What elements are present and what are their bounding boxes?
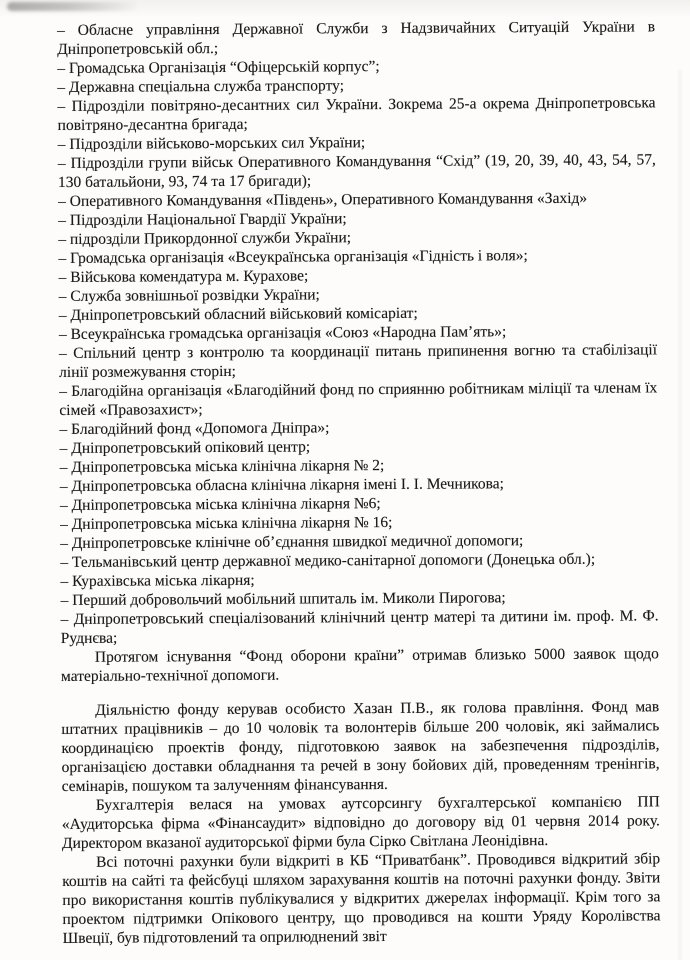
list-item: – Підрозділи Національної Гвардії України; xyxy=(58,210,347,229)
list-item: – Курахівська міська лікарня; xyxy=(60,571,255,590)
list-item: – Дніпропетровський спеціалізований клінічний центр матері та дитини ім. проф. М. Ф. Руднєва; xyxy=(60,607,659,647)
list-item: – Благодійний фонд «Допомога Дніпра»; xyxy=(59,419,330,438)
body-paragraph: Бухгалтерія велася на умовах аутсорсингу бухгалтерської компанією ПП «Аудиторська фірма «Фінансаудит» відповідно до договору від 01 червня 2014 року. Директором вказаної аудиторської фірми була Сірко Світлана Леонідівна. xyxy=(61,793,660,852)
list-item: – Державна спеціальна служба транспорту; xyxy=(57,77,345,96)
list-item: – Підрозділи військово-морських сил України; xyxy=(57,134,366,153)
list-item: – Підрозділи повітряно-десантних сил України. Зокрема 25-а окрема Дніпропетровська повітряно-десантна бригада; xyxy=(57,94,656,134)
list-item: – Оперативного Командування «Південь», Оперативного Командування «Захід» xyxy=(58,189,588,210)
list-item: – Обласне управління Державної Служби з Надзвичайних Ситуацій України в Дніпропетровській обл.; xyxy=(57,18,656,58)
list-item: – Дніпропетровська міська клінічна лікарня №6; xyxy=(59,495,381,514)
list-item: – Перший добровольчий мобільний шпиталь ім. Миколи Пирогова; xyxy=(60,589,506,609)
list-item: – Спільний центр з контролю та координації питань припинення вогню та стабілізації лінії розмежування сторін; xyxy=(58,341,658,381)
list-item: – Благодійна організація «Благодійний фонд по сприянню робітникам міліції та членам їх сімей «Правозахист»; xyxy=(59,379,658,419)
list-item: – Громадська організація «Всеукраїнська організація «Гідність і воля»; xyxy=(58,247,528,267)
list-item: – Громадська Організація “Офіцерській корпус”; xyxy=(57,58,380,77)
list-item: – Дніпропетровське клінічне об’єднання швидкої медичної допомоги; xyxy=(60,532,524,552)
list-item: – підрозділи Прикордонної служби України; xyxy=(58,229,352,248)
list-item: – Дніпропетровська міська клінічна лікарня № 2; xyxy=(59,457,385,476)
list-item: – Служба зовнішньої розвідки України; xyxy=(58,286,320,305)
closing-paragraph: Протягом існування “Фонд оборони країни” отримав близько 5000 заявок щодо матеріально-технічної допомоги. xyxy=(60,645,659,685)
list-item: – Тельманівський центр державної медико-санітарної допомоги (Донецька обл.); xyxy=(60,550,596,571)
recipients-list xyxy=(57,17,659,648)
list-item: – Підрозділи групи військ Оперативного Командування “Схід” (19, 20, 39, 40, 43, 54, 57, 130 батальйони, 93, 74 та 17 бригади); xyxy=(57,151,656,191)
body-paragraph: Діяльністю фонду керував особисто Хазан П.В., як голова правління. Фонд мав штатних працівників – до 10 чоловік та волонтерів більше 200 чоловік, які займались координацією проектів фонду, підготовкою заявок на забезпечення підрозділів, організацією доставки обладнання та речей в зону бойових дій, проведенням тренінгів, семінарів, пошуком та залученням фінансування. xyxy=(61,698,660,795)
body-paragraph: Всі поточні рахунки були відкриті в КБ “Приватбанк”. Проводився відкритий збір коштів на сайті та фейсбуці шляхом зарахування коштів на поточні рахунки фонду. Звіти про використання коштів публікувалися у відкритих джерелах інформації. Крім того за проектом підтримки Опікового центру, що проводився на кошти Уряду Королівства Швеції, був підготовлений та оприлюднений звіт xyxy=(62,850,661,947)
list-item: – Військова комендатура м. Курахове; xyxy=(58,267,309,286)
list-item: – Всеукраїнська громадська організація «Союз «Народна Пам’ять»; xyxy=(58,323,507,343)
list-item: – Дніпропетровська міська клінічна лікарня № 16; xyxy=(60,513,393,533)
list-item: – Дніпропетровський опіковий центр; xyxy=(59,438,311,457)
list-item: – Дніпропетровський обласний військовий комісаріат; xyxy=(58,304,418,324)
body-paragraphs xyxy=(61,697,660,948)
page-edge-shadow xyxy=(679,70,681,960)
list-item: – Дніпропетровська обласна клінічна лікарня імені І. І. Мечникова; xyxy=(59,475,504,495)
scan-artifact-smudge xyxy=(7,2,139,11)
document-content xyxy=(57,17,661,948)
